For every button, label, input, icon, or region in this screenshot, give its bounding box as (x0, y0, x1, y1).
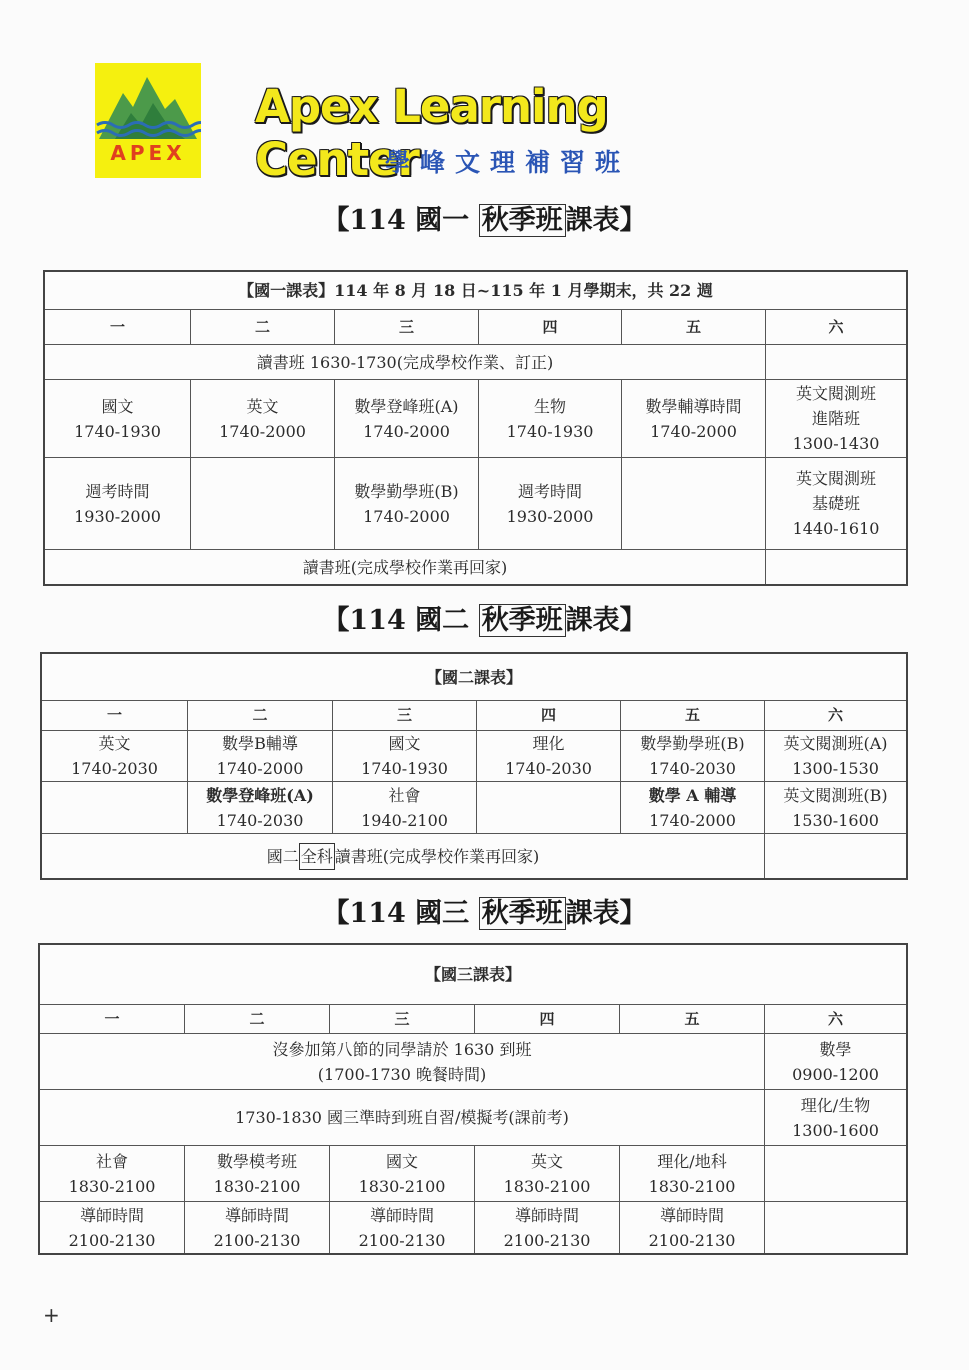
g3-class-cell: 導師時間 2100-2130 (40, 1202, 185, 1253)
g3-class-cell: 英文 1830-2100 (475, 1146, 620, 1202)
g3-class-cell: 國文 1830-2100 (330, 1146, 475, 1202)
brand-name-zh: 學峰文理補習班 (385, 148, 631, 177)
g3-day-header: 四 (475, 1005, 620, 1034)
g1-day-header: 三 (335, 310, 479, 345)
g2-class-cell: 數學 A 輔導 1740-2000 (621, 782, 765, 834)
g2-bottom-boxed: 全科 (299, 843, 335, 870)
g2-day-header: 六 (765, 701, 906, 731)
g2-class-cell: 數學登峰班(A) 1740-2030 (188, 782, 333, 834)
g3-class-cell: 導師時間 2100-2130 (620, 1202, 765, 1253)
g3-notice-dinner: 沒參加第八節的同學請於 1630 到班 (1700-1730 晚餐時間) (40, 1034, 765, 1090)
g2-section-title: 【114 國二 秋季班 課表】 (322, 605, 647, 636)
g1-class-cell: 國文 1740-1930 (45, 380, 191, 458)
g2-class-cell: 英文閱測班(B) 1530-1600 (765, 782, 906, 834)
g1-empty-cell (622, 458, 766, 550)
g3-day-header: 二 (185, 1005, 330, 1034)
g1-day-header: 一 (45, 310, 191, 345)
g1-class-cell: 週考時間 1930-2000 (479, 458, 622, 550)
g1-bottom-reading: 讀書班(完成學校作業再回家) (45, 550, 766, 584)
g1-class-cell: 英文 1740-2000 (191, 380, 335, 458)
g1-class-cell: 英文閱測班 進階班 1300-1430 (766, 380, 906, 458)
g2-title-boxed: 秋季班 (479, 604, 566, 637)
g1-day-header: 四 (479, 310, 622, 345)
corner-mark: + (43, 1303, 60, 1327)
g2-class-cell: 數學B輔導 1740-2000 (188, 731, 333, 782)
g2-day-header: 一 (42, 701, 188, 731)
g3-class-cell: 導師時間 2100-2130 (330, 1202, 475, 1253)
g2-schedule-table (40, 652, 908, 880)
g3-day-header: 六 (765, 1005, 906, 1034)
g3-empty-cell (765, 1146, 906, 1202)
g2-day-header: 五 (621, 701, 765, 731)
g1-title-boxed: 秋季班 (479, 204, 566, 237)
g3-empty-cell (765, 1202, 906, 1253)
g2-class-cell: 英文 1740-2030 (42, 731, 188, 782)
g2-class-cell: 數學勤學班(B) 1740-2030 (621, 731, 765, 782)
g1-section-title: 【114 國一 秋季班 課表】 (322, 205, 647, 236)
g3-class-cell: 理化/地科 1830-2100 (620, 1146, 765, 1202)
g3-section-title: 【114 國三 秋季班 課表】 (322, 898, 647, 929)
brand-name-en: Apex Learning Center (255, 80, 608, 186)
g3-day-header: 一 (40, 1005, 185, 1034)
g1-empty-cell (766, 550, 906, 584)
g1-class-cell: 數學輔導時間 1740-2000 (622, 380, 766, 458)
g2-day-header: 三 (333, 701, 477, 731)
g1-class-cell: 生物 1740-1930 (479, 380, 622, 458)
g1-reading-class: 讀書班 1630-1730(完成學校作業、訂正) (45, 345, 766, 380)
g2-class-cell: 理化 1740-2030 (477, 731, 621, 782)
logo-text: APEX (110, 141, 186, 165)
g1-class-cell: 數學勤學班(B) 1740-2000 (335, 458, 479, 550)
g3-title-boxed: 秋季班 (479, 897, 566, 930)
g2-day-header: 二 (188, 701, 333, 731)
g1-day-header: 五 (622, 310, 766, 345)
apex-logo (95, 63, 201, 178)
g2-caption: 【國二課表】 (42, 654, 906, 701)
g1-caption: 【國一課表】114 年 8 月 18 日~115 年 1 月學期末，共 22 週 (45, 272, 906, 310)
g3-day-header: 五 (620, 1005, 765, 1034)
g1-class-cell: 英文閱測班 基礎班 1440-1610 (766, 458, 906, 550)
g1-day-header: 六 (766, 310, 906, 345)
g1-class-cell: 週考時間 1930-2000 (45, 458, 191, 550)
g3-saturday-cell: 數學 0900-1200 (765, 1034, 906, 1090)
g3-caption: 【國三課表】 (40, 945, 906, 1005)
g1-empty-cell (766, 345, 906, 380)
g2-class-cell: 英文閱測班(A) 1300-1530 (765, 731, 906, 782)
g3-class-cell: 數學模考班 1830-2100 (185, 1146, 330, 1202)
g2-empty-cell (477, 782, 621, 834)
g2-class-cell: 社會 1940-2100 (333, 782, 477, 834)
g3-class-cell: 導師時間 2100-2130 (475, 1202, 620, 1253)
g2-empty-cell (765, 834, 906, 878)
g3-class-cell: 導師時間 2100-2130 (185, 1202, 330, 1253)
g2-class-cell: 國文 1740-1930 (333, 731, 477, 782)
g2-empty-cell (42, 782, 188, 834)
g3-class-cell: 社會 1830-2100 (40, 1146, 185, 1202)
g1-class-cell: 數學登峰班(A) 1740-2000 (335, 380, 479, 458)
g1-empty-cell (191, 458, 335, 550)
g2-day-header: 四 (477, 701, 621, 731)
g1-schedule-table (43, 270, 908, 586)
g3-schedule-table (38, 943, 908, 1255)
g3-notice-self-study: 1730-1830 國三準時到班自習/模擬考(課前考) (40, 1090, 765, 1146)
g1-day-header: 二 (191, 310, 335, 345)
g2-bottom-reading: 國二 全科 讀書班(完成學校作業再回家) (42, 834, 765, 878)
g3-day-header: 三 (330, 1005, 475, 1034)
g3-saturday-cell: 理化/生物 1300-1600 (765, 1090, 906, 1146)
